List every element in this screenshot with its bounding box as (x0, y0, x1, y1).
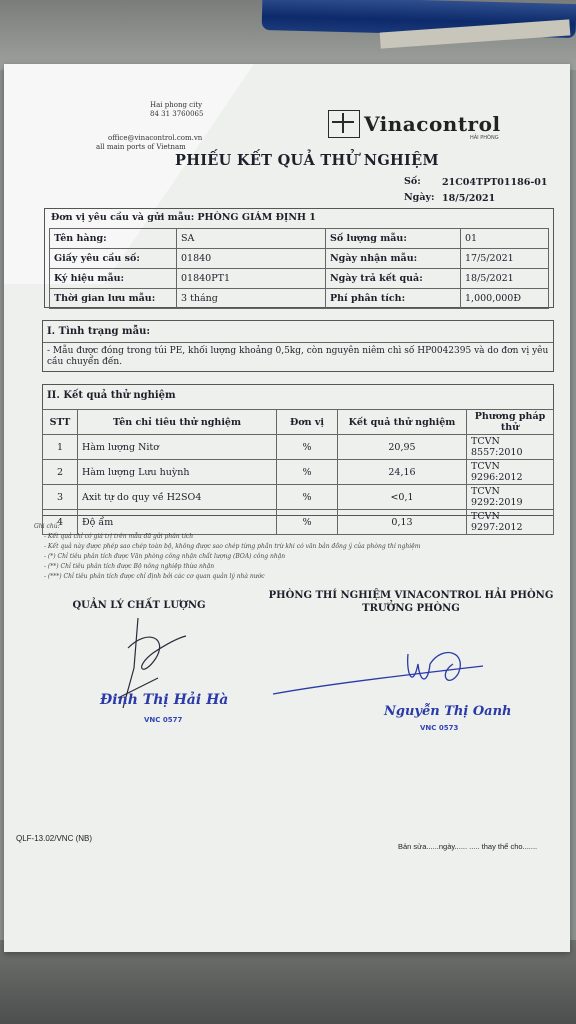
photo-background-bottom (0, 940, 576, 1024)
vinacontrol-logo (328, 110, 501, 138)
results-cell-stt: 4 (43, 510, 78, 535)
request-label: Giấy yêu cầu số: (50, 249, 177, 269)
results-cell-unit: % (277, 460, 338, 485)
results-header-cell: Tên chỉ tiêu thử nghiệm (78, 410, 277, 435)
lab-title: PHÒNG THÍ NGHIỆM VINACONTROL HẢI PHÒNG (268, 590, 554, 601)
request-row (50, 249, 549, 269)
results-cell-result: 0,13 (338, 510, 467, 535)
request-label: Ngày trả kết quả: (326, 269, 461, 289)
notes-title: Ghi chú: (34, 523, 60, 530)
request-row (50, 289, 549, 309)
results-header-cell: Đơn vị (277, 410, 338, 435)
results-cell-result: 24,16 (338, 460, 467, 485)
brand-name: Vinacontrol (364, 112, 501, 136)
note-line: - (*) Chỉ tiêu phân tích được Văn phòng công nhận chất lượng (BOA) công nhận (44, 553, 286, 560)
note-line: - (***) Chỉ tiêu phân tích được chỉ định bởi các cơ quan quản lý nhà nước (44, 573, 265, 580)
address-line-2: 84 31 3760065 (150, 110, 204, 118)
form-code: QLF-13.02/VNC (NB) (16, 834, 93, 843)
address-line-3: office@vinacontrol.com.vn (108, 134, 203, 142)
divider (43, 342, 553, 343)
date-label: Ngày: (404, 192, 435, 203)
results-cell-result: 20,95 (338, 435, 467, 460)
document-number: 21C04TPT01186-01 (442, 177, 548, 188)
request-label: Ký hiệu mẫu: (50, 269, 177, 289)
request-unit-row (51, 212, 316, 223)
results-cell-method: TCVN 9296:2012 (467, 460, 554, 485)
lab-head-signature (268, 634, 498, 704)
test-results-title: II. Kết quả thử nghiệm (47, 390, 176, 401)
request-value: 18/5/2021 (461, 269, 549, 289)
lab-head-title: TRƯỞNG PHÒNG (362, 603, 460, 614)
request-value: 01840PT1 (177, 269, 326, 289)
request-value: 01840 (177, 249, 326, 269)
request-value: 01 (461, 229, 549, 249)
request-row (50, 229, 549, 249)
sample-condition-title: I. Tình trạng mẫu: (47, 326, 151, 337)
request-label: Tên hàng: (50, 229, 177, 249)
quality-manager-code: VNC 0577 (144, 716, 183, 724)
request-value: 1,000,000Đ (461, 289, 549, 309)
results-cell-name: Axit tự do quy về H2SO4 (78, 485, 277, 510)
scales-logo-icon (328, 110, 360, 138)
address-line-4: all main ports of Vietnam (96, 143, 186, 151)
request-label: Số lượng mẫu: (326, 229, 461, 249)
results-cell-stt: 1 (43, 435, 78, 460)
results-header-cell: Kết quả thử nghiệm (338, 410, 467, 435)
request-unit-value: PHÒNG GIÁM ĐỊNH 1 (197, 212, 316, 223)
results-row (43, 435, 554, 460)
results-cell-method: TCVN 8557:2010 (467, 435, 554, 460)
results-cell-name: Hàm lượng Nitơ (78, 435, 277, 460)
request-info-box (44, 208, 554, 308)
sample-condition-text: - Mẫu được đóng trong túi PE, khối lượng khoảng 0,5kg, còn nguyên niêm chì số HP0042395 và do đơn vị yêu cầu chuyển đến. (47, 346, 549, 367)
results-cell-unit: % (277, 485, 338, 510)
quality-manager-name: Đinh Thị Hải Hà (100, 692, 229, 708)
results-cell-result: <0,1 (338, 485, 467, 510)
notes-block (34, 522, 534, 582)
note-line: - Kết quả này được phép sao chép toàn bộ, không được sao chép từng phần trừ khi có văn bản đồng ý của phòng thí nghiệm (44, 543, 421, 550)
results-cell-stt: 3 (43, 485, 78, 510)
test-result-document (16, 94, 554, 854)
lab-head-name: Nguyễn Thị Oanh (384, 704, 512, 719)
revision-line: Bản sửa......ngày...... ..... thay thế cho....... (398, 842, 538, 851)
request-row (50, 269, 549, 289)
quality-manager-title: QUẢN LÝ CHẤT LƯỢNG (72, 600, 206, 611)
results-header-cell: STT (43, 410, 78, 435)
results-cell-method: TCVN 9297:2012 (467, 510, 554, 535)
results-cell-unit: % (277, 510, 338, 535)
document-title: PHIẾU KẾT QUẢ THỬ NGHIỆM (175, 152, 439, 169)
results-cell-stt: 2 (43, 460, 78, 485)
number-label: Số: (404, 176, 421, 187)
request-table (49, 228, 549, 309)
request-unit-label: Đơn vị yêu cầu và gửi mẫu: (51, 212, 195, 223)
results-row (43, 485, 554, 510)
request-label: Phí phân tích: (326, 289, 461, 309)
request-value: 3 tháng (177, 289, 326, 309)
brand-subtitle: HẢI PHÒNG (470, 135, 499, 141)
lab-head-code: VNC 0573 (420, 724, 459, 732)
address-line-1: Hai phong city (150, 101, 203, 109)
request-label: Ngày nhận mẫu: (326, 249, 461, 269)
document-date: 18/5/2021 (442, 193, 496, 204)
note-line: - Kết quả chỉ có giá trị trên mẫu đã gửi phân tích (44, 533, 194, 540)
results-table (42, 409, 554, 535)
results-header-cell: Phương pháp thử (467, 410, 554, 435)
request-value: 17/5/2021 (461, 249, 549, 269)
request-label: Thời gian lưu mẫu: (50, 289, 177, 309)
results-row (43, 460, 554, 485)
results-cell-method: TCVN 9292:2019 (467, 485, 554, 510)
results-cell-name: Hàm lượng Lưu huỳnh (78, 460, 277, 485)
results-cell-name: Độ ẩm (78, 510, 277, 535)
sample-condition-box (42, 320, 554, 372)
results-cell-unit: % (277, 435, 338, 460)
request-value: SA (177, 229, 326, 249)
note-line: - (**) Chỉ tiêu phân tích được Bộ nông nghiệp thừa nhận (44, 563, 215, 570)
